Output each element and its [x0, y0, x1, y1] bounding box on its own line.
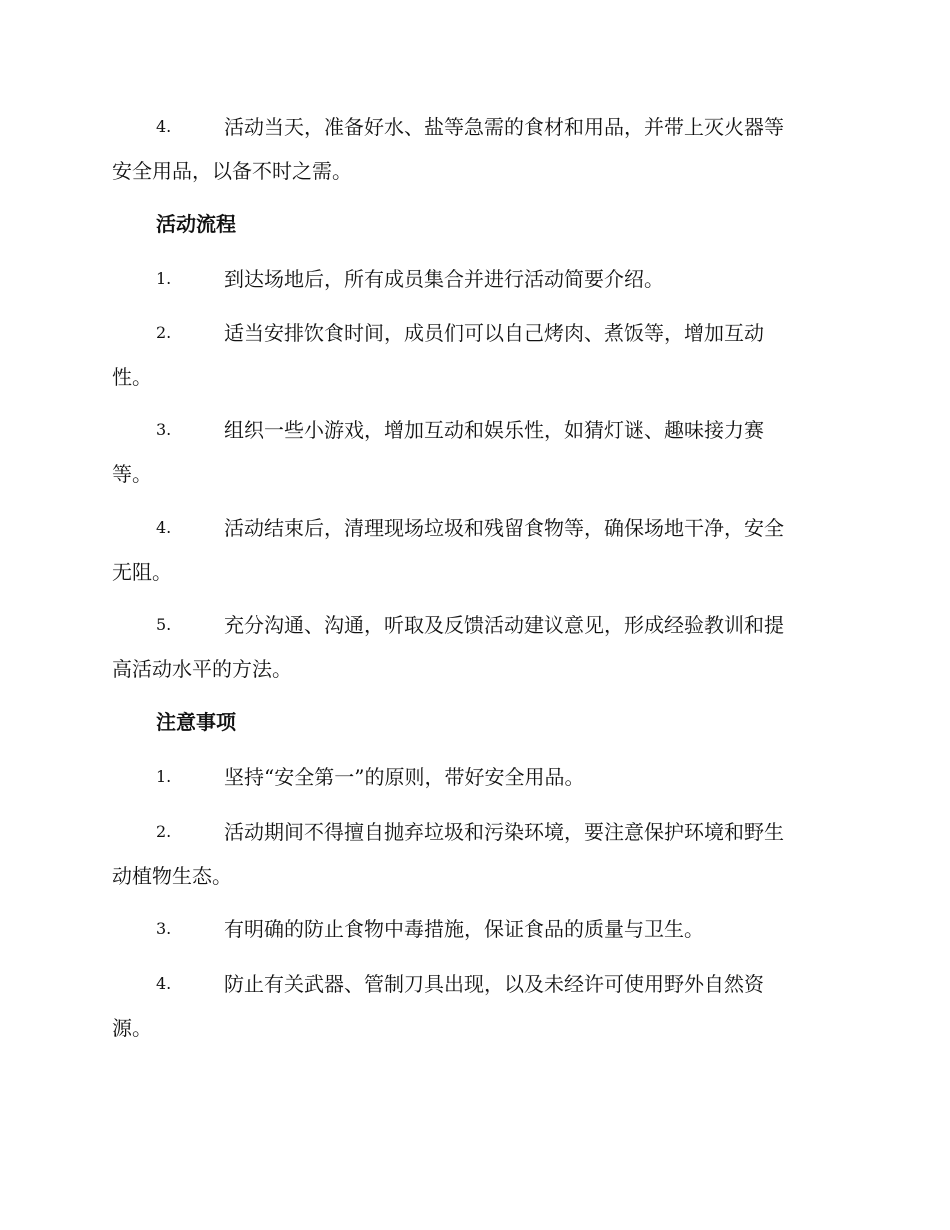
item-text: 活动当天，准备好水、盐等急需的食材和用品，并带上灭火器等 [224, 115, 784, 139]
list-item [112, 962, 834, 1050]
list-item [112, 603, 834, 691]
item-text-continued: 无阻。 [112, 560, 172, 584]
section-heading-notes: 注意事项 [156, 710, 236, 734]
item-text: 组织一些小游戏，增加互动和娱乐性，如猜灯谜、趣味接力赛 [224, 418, 764, 442]
item-number: 5. [156, 615, 172, 634]
item-text-continued: 等。 [112, 462, 152, 486]
item-text: 充分沟通、沟通，听取及反馈活动建议意见，形成经验教训和提 [224, 613, 784, 637]
item-text: 坚持“安全第一”的原则，带好安全用品。 [224, 765, 585, 789]
item-number: 4. [156, 974, 172, 993]
list-item [112, 105, 834, 193]
item-text: 适当安排饮食时间，成员们可以自己烤肉、煮饭等，增加互动 [224, 321, 764, 345]
item-text-continued: 源。 [112, 1016, 152, 1040]
item-text-continued: 性。 [112, 365, 152, 389]
item-text-continued: 安全用品，以备不时之需。 [112, 159, 352, 183]
item-number: 1. [156, 269, 172, 288]
item-number: 4. [156, 518, 172, 537]
list-item [112, 257, 834, 301]
item-text: 防止有关武器、管制刀具出现，以及未经许可使用野外自然资 [224, 972, 764, 996]
list-item [112, 506, 834, 594]
item-number: 3. [156, 919, 172, 938]
list-item [112, 907, 834, 951]
item-number: 2. [156, 323, 172, 342]
list-item [112, 408, 834, 496]
list-item [112, 755, 834, 799]
section-heading-process: 活动流程 [156, 212, 236, 236]
item-text-continued: 高活动水平的方法。 [112, 657, 292, 681]
item-number: 3. [156, 420, 172, 439]
item-number: 2. [156, 822, 172, 841]
item-text: 到达场地后，所有成员集合并进行活动简要介绍。 [224, 267, 664, 291]
item-text: 活动期间不得擅自抛弃垃圾和污染环境，要注意保护环境和野生 [224, 820, 784, 844]
item-text: 有明确的防止食物中毒措施，保证食品的质量与卫生。 [224, 917, 704, 941]
list-item [112, 810, 834, 898]
item-text: 活动结束后，清理现场垃圾和残留食物等，确保场地干净，安全 [224, 516, 784, 540]
item-number: 1. [156, 767, 172, 786]
item-number: 4. [156, 117, 172, 136]
list-item [112, 311, 834, 399]
item-text-continued: 动植物生态。 [112, 864, 232, 888]
